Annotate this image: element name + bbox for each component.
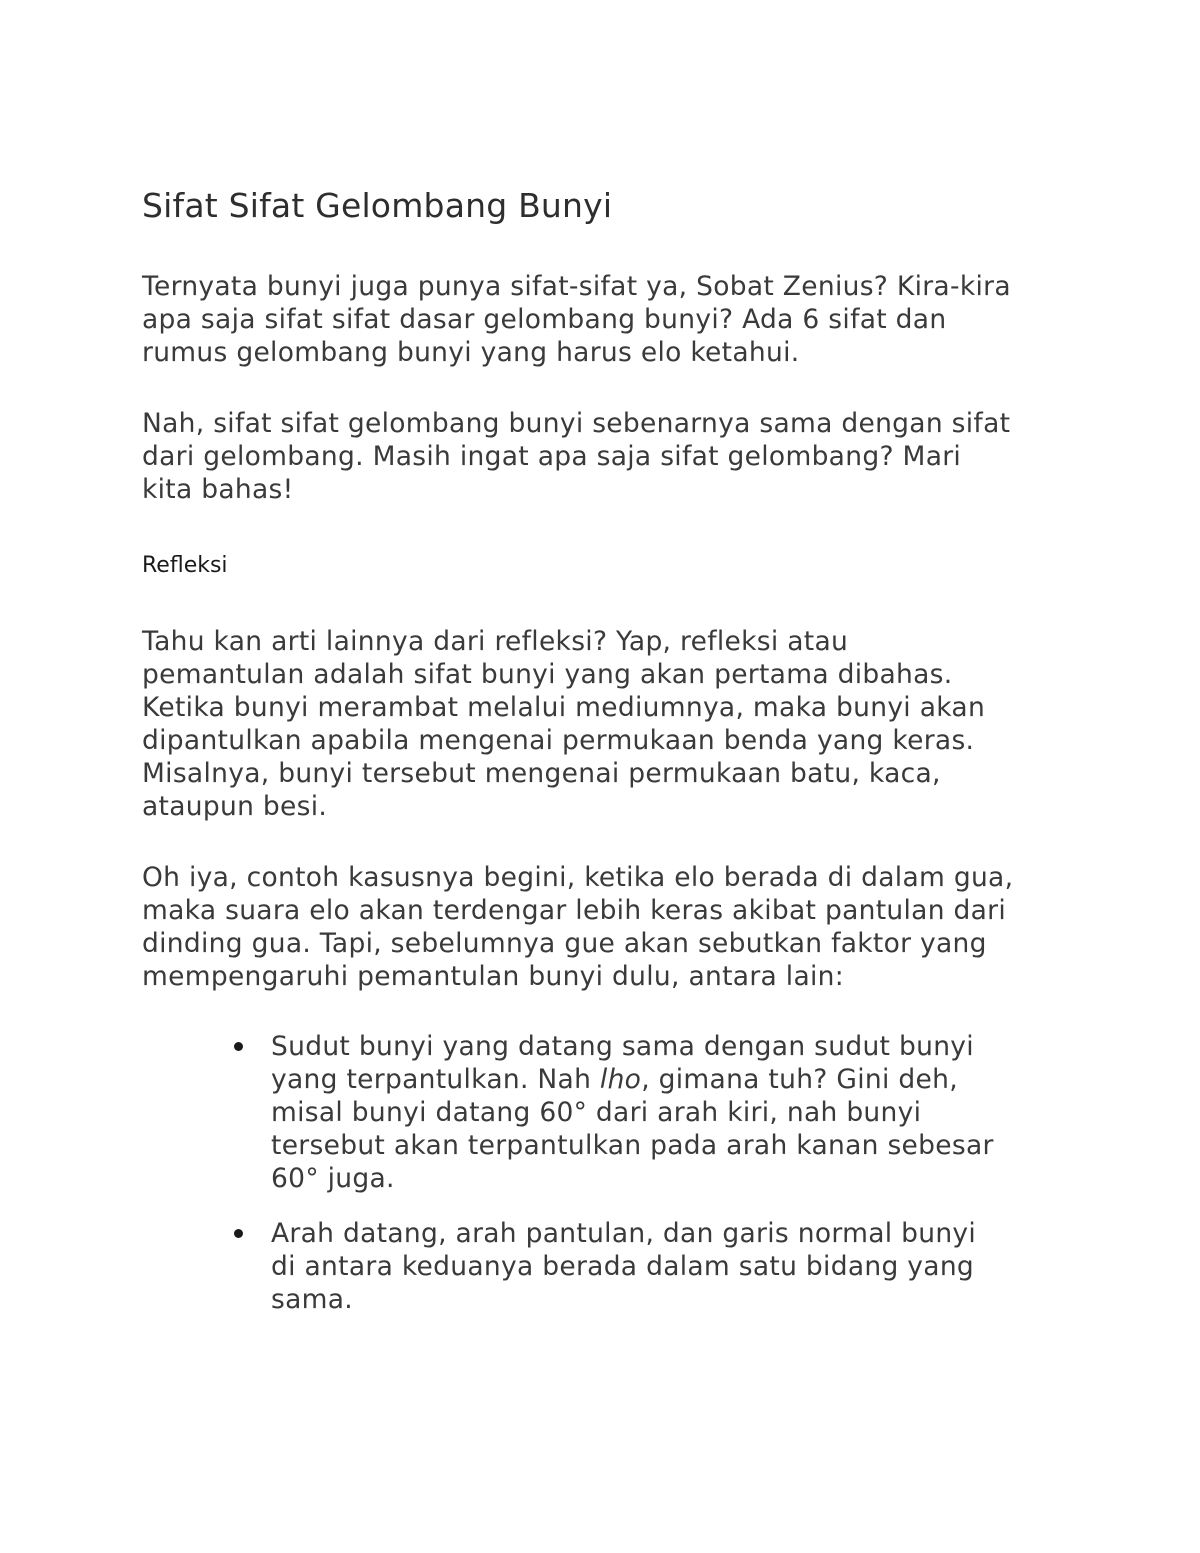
text-line: 60° juga. [271, 1163, 395, 1194]
bullet-icon [234, 1042, 243, 1051]
refleksi-paragraph-1 [142, 625, 1102, 823]
reflection-factors-list [230, 1030, 1110, 1316]
text-line: mempengaruhi pemantulan bunyi dulu, antara lain: [142, 961, 844, 992]
section-heading-refleksi: Refleksi [142, 553, 228, 578]
intro-paragraph-2 [142, 407, 1102, 506]
text-line: apa saja sifat sifat dasar gelombang bunyi? Ada 6 sifat dan [142, 304, 947, 335]
text-line: di antara keduanya berada dalam satu bidang yang [271, 1251, 975, 1282]
text-line: Sudut bunyi yang datang sama dengan sudut bunyi [271, 1031, 974, 1062]
intro-paragraph-1 [142, 270, 1102, 369]
document-title: Sifat Sifat Gelombang Bunyi [142, 186, 613, 225]
text-line: Ketika bunyi merambat melalui mediumnya, maka bunyi akan [142, 692, 986, 723]
text-line: kita bahas! [142, 474, 294, 505]
text-line: maka suara elo akan terdengar lebih keras akibat pantulan dari [142, 895, 1007, 926]
bullet-icon [234, 1229, 243, 1238]
text-line: pemantulan adalah sifat bunyi yang akan pertama dibahas. [142, 659, 953, 690]
text-fragment: , gimana tuh? Gini deh, [641, 1064, 958, 1095]
text-line: ataupun besi. [142, 791, 328, 822]
text-line: Arah datang, arah pantulan, dan garis normal bunyi [271, 1218, 977, 1249]
text-line: Oh iya, contoh kasusnya begini, ketika elo berada di dalam gua, [142, 862, 1014, 893]
text-line: dinding gua. Tapi, sebelumnya gue akan sebutkan faktor yang [142, 928, 987, 959]
italic-word: lho [599, 1064, 642, 1095]
list-item [230, 1030, 1110, 1195]
text-line: tersebut akan terpantulkan pada arah kanan sebesar [271, 1130, 994, 1161]
text-line: Misalnya, bunyi tersebut mengenai permukaan batu, kaca, [142, 758, 941, 789]
text-line: Tahu kan arti lainnya dari refleksi? Yap, refleksi atau [142, 626, 849, 657]
text-line [271, 1063, 1110, 1096]
text-line: dipantulkan apabila mengenai permukaan benda yang keras. [142, 725, 975, 756]
text-fragment: yang terpantulkan. Nah [271, 1064, 600, 1095]
text-line: rumus gelombang bunyi yang harus elo ketahui. [142, 337, 800, 368]
text-line: sama. [271, 1284, 354, 1315]
text-line: Nah, sifat sifat gelombang bunyi sebenarnya sama dengan sifat [142, 408, 1011, 439]
text-line: dari gelombang. Masih ingat apa saja sifat gelombang? Mari [142, 441, 962, 472]
text-line: Ternyata bunyi juga punya sifat-sifat ya, Sobat Zenius? Kira-kira [142, 271, 1011, 302]
text-line: misal bunyi datang 60° dari arah kiri, nah bunyi [271, 1097, 922, 1128]
list-item [230, 1217, 1110, 1316]
refleksi-paragraph-2 [142, 861, 1102, 993]
